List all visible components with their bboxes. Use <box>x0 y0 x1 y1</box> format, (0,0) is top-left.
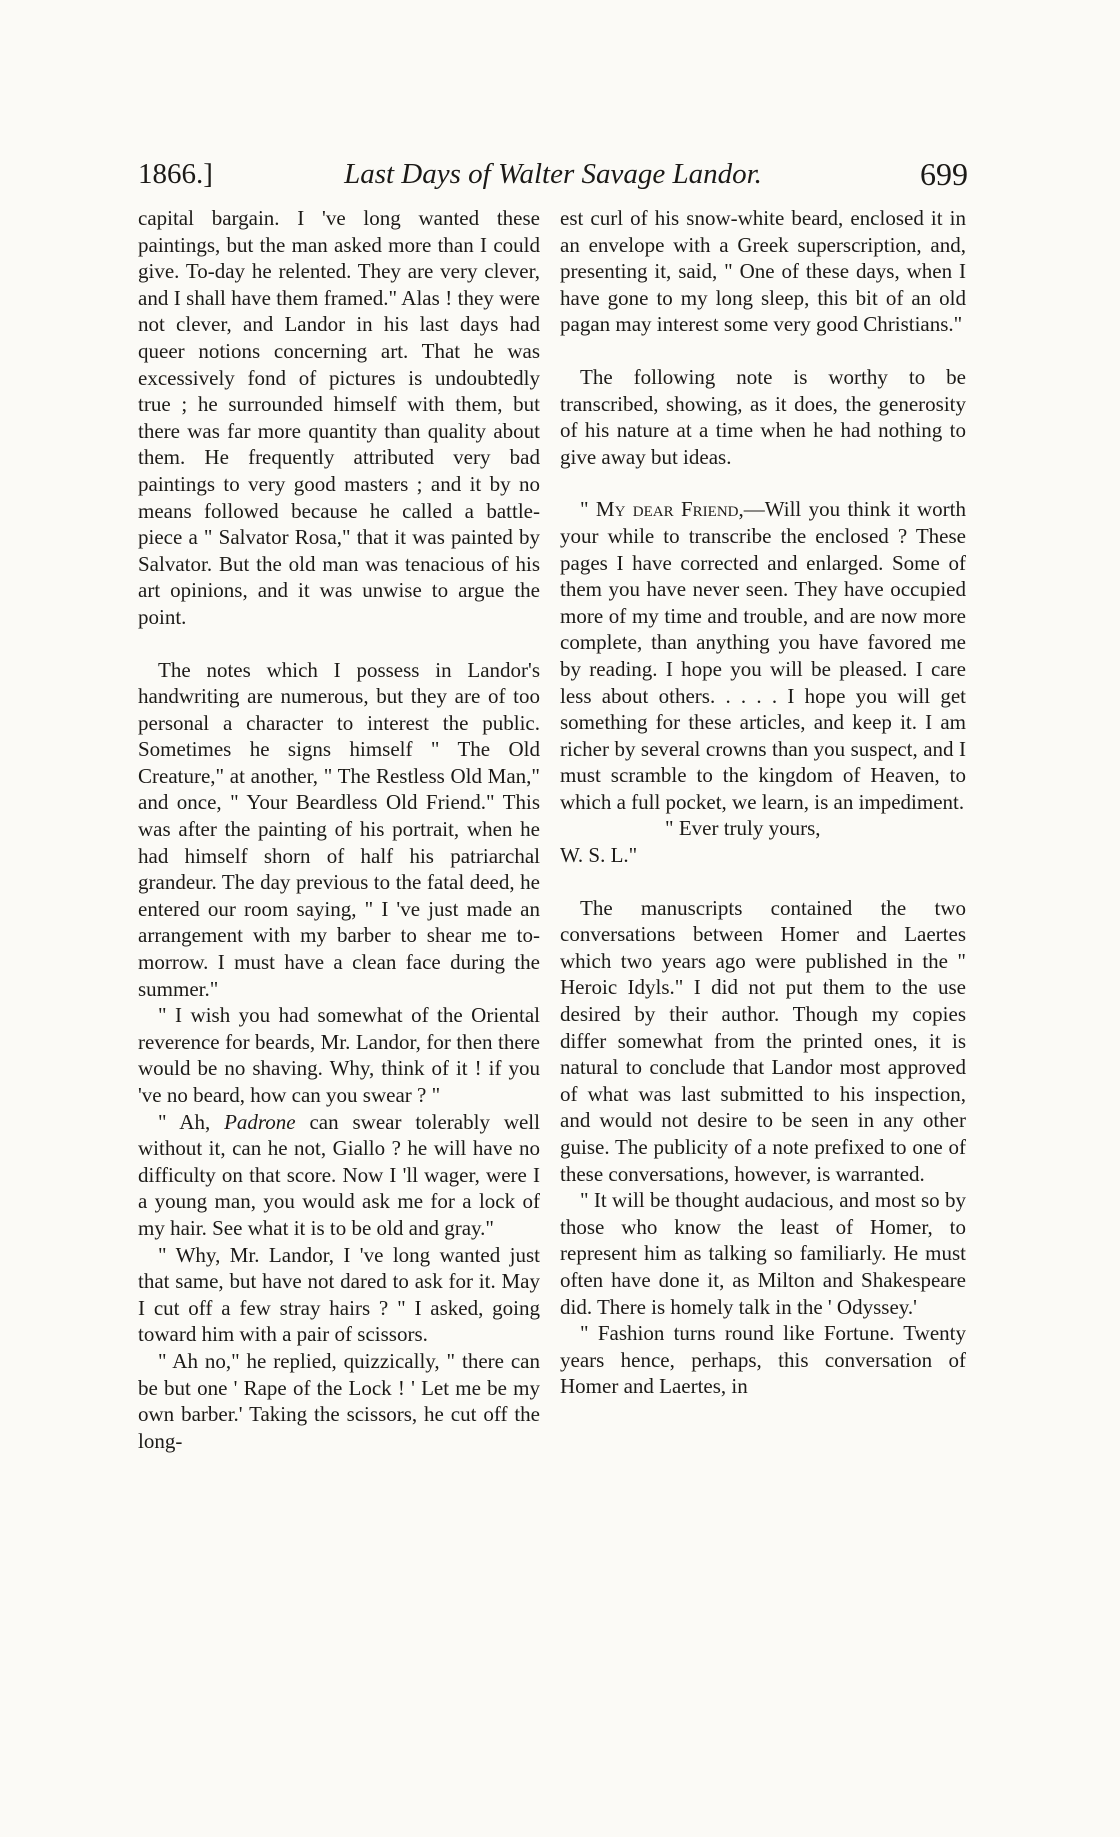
text-run: —Will you think it worth your while to transcribe the enclosed ? These pages I have corrected and enlarged. Some of them you have never seen. They have occupied more of my time and trouble, and are now more complete, than anything you have favored me by reading. I hope you will be pleased. I care less about others. . . . . I hope you will get something for these articles, and keep it. I am richer by several crowns than you suspect, and I must scramble to the kingdom of Heaven, to which a full pocket, we learn, is an impediment. <box>560 497 966 814</box>
paragraph: " I wish you had somewhat of the Oriental reverence for beards, Mr. Landor, for then there would be no shaving. Why, think of it ! if you 've no beard, how can you swear ? " <box>138 1003 540 1107</box>
left-column <box>138 205 540 1454</box>
paragraph: The following note is worthy to be transcribed, showing, as it does, the generosity of his nature at a time when he had nothing to give away but ideas. <box>560 364 966 469</box>
header-year: 1866.] <box>138 158 213 190</box>
letter-paragraph <box>560 496 966 815</box>
paragraph: " Fashion turns round like Fortune. Twenty years hence, perhaps, this conversation of Homer and Laertes, in <box>560 1321 966 1399</box>
paragraph: The manuscripts contained the two conversations between Homer and Laertes which two years ago were published in the " Heroic Idyls." I did not put them to the use desired by their author. Though my copies differ somewhat from the printed ones, it is natural to conclude that Landor most approved of what was last submitted to his inspection, and would not desire to be seen in any other guise. The publicity of a note prefixed to one of these conversations, however, is warranted. <box>560 895 966 1186</box>
paragraph: The notes which I possess in Landor's handwriting are numerous, but they are of too personal a character to interest the public. Sometimes he signs himself " The Old Creature," at another, " The Restless Old Man," and once, " Your Beardless Old Friend." This was after the painting of his portrait, when he had himself shorn of half his patriarchal grandeur. The day previous to the fatal deed, he entered our room saying, " I 've just made an arrangement with my barber to shear me to-morrow. I must have a clean face during the summer." <box>138 657 540 1001</box>
page-number: 699 <box>920 156 968 192</box>
complimentary-close: " Ever truly yours, <box>665 816 821 841</box>
running-head <box>138 150 968 198</box>
paragraph: " Why, Mr. Landor, I 've long wanted just that same, but have not dared to ask for it. May I cut off a few stray hairs ? " I asked, going toward him with a pair of scissors. <box>138 1242 540 1347</box>
paragraph: est curl of his snow-white beard, enclosed it in an envelope with a Greek superscription, and, presenting it, said, " One of these days, when I have gone to my long sleep, this bit of an old pagan may interest some very good Christians." <box>560 206 966 337</box>
right-column <box>560 205 966 1400</box>
paragraph: " It will be thought audacious, and most so by those who know the least of Homer, to represent him as talking so familiarly. He must often have done it, as Milton and Shakespeare did. There is homely talk in the ' Odyssey.' <box>560 1188 966 1319</box>
italic-word: Padrone <box>224 1109 296 1134</box>
paragraph: " Ah no," he replied, quizzically, " there can be but one ' Rape of the Lock ! ' Let me be my own barber.' Taking the scissors, he cut off the long- <box>138 1348 540 1453</box>
text-run: " Ah, <box>158 1109 225 1134</box>
paragraph: capital bargain. I 've long wanted these paintings, but the man asked more than I could give. To-day he relented. They are very clever, and I shall have them framed." Alas ! they were not clever, and Landor in his last days had queer notions concerning art. That he was excessively fond of pictures is undoubtedly true ; he surrounded himself with them, but there was far more quantity than quality about them. He frequently attributed very bad paintings to very good masters ; and it by no means followed because he called a battle-piece a " Salvator Rosa," that it was painted by Salvator. But the old man was tenacious of his art opinions, and it was unwise to argue the point. <box>138 206 540 629</box>
header-title: Last Days of Walter Savage Landor. <box>344 158 762 190</box>
salutation: " My dear Friend, <box>580 497 744 522</box>
text-run: can swear tolerably well without it, can he not, Giallo ? he will have no difficulty on that score. Now I 'll wager, were I a young man, you would ask me for a lock of my hair. See what it is to be old and gray." <box>138 1109 540 1240</box>
paragraph <box>138 1109 540 1242</box>
signature: W. S. L." <box>560 843 638 868</box>
